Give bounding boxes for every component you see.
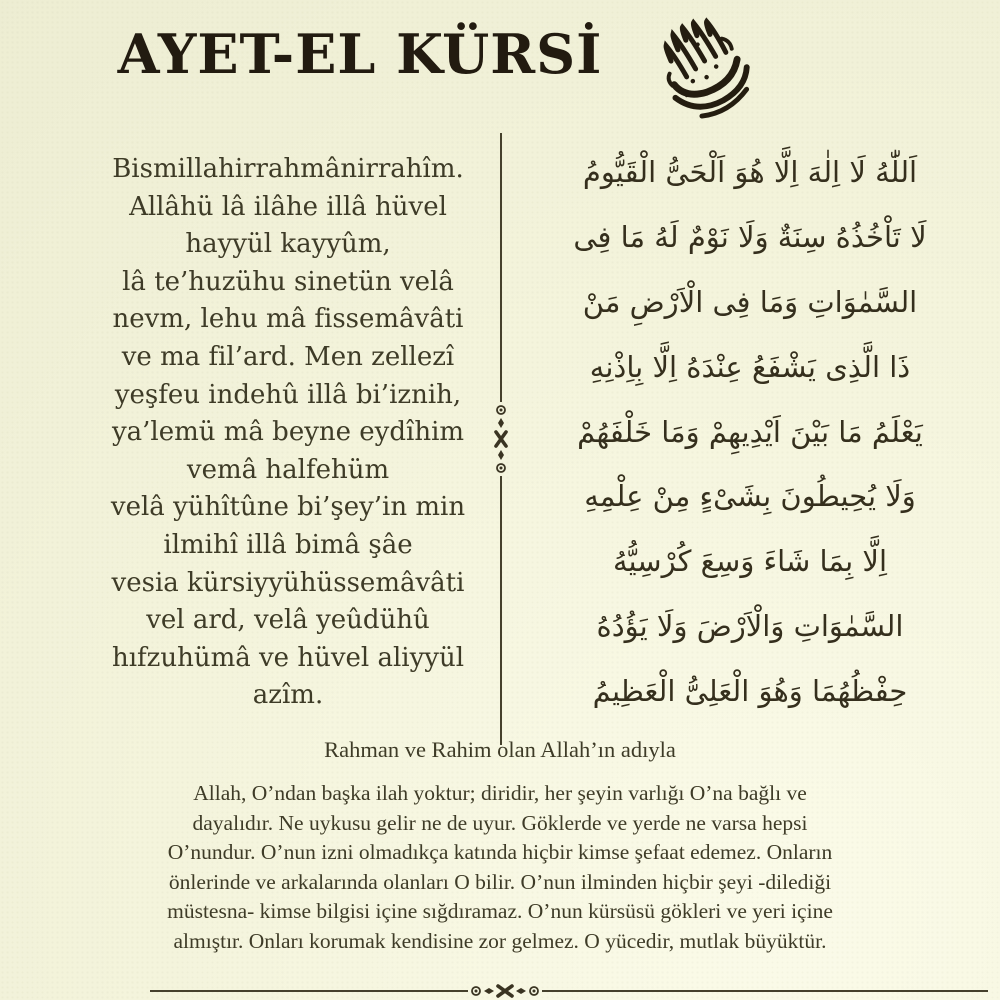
column-divider	[493, 133, 509, 745]
transliteration-line: vesia kürsiyyühüssemâvâti	[111, 567, 465, 598]
arabic-line: ذَا الَّذِى يَشْفَعُ عِنْدَهُ اِلَّا بِاِذْنِهِ	[589, 349, 911, 384]
transliteration-line: velâ yühîtûne bi’şey’in min	[110, 492, 466, 523]
arabic-line: وَلَا يُحِيطُونَ بِشَىْءٍ مِنْ عِلْمِهِ	[584, 479, 916, 514]
transliteration-line: ve ma fil’ard. Men zellezî	[121, 341, 455, 372]
divider-ornament-icon	[468, 983, 542, 999]
arabic-line: لَا تَاْخُذُهُ سِنَةٌ وَلَا نَوْمٌ لَهُ مَا فِى	[573, 220, 927, 255]
arabic-line: اِلَّا بِمَا شَاءَ وَسِعَ كُرْسِيُّهُ	[612, 544, 888, 579]
transliteration-line: hayyül kayyûm,	[185, 229, 391, 260]
transliteration-line: vel ard, velâ yeûdühû	[146, 605, 430, 636]
divider-line	[150, 990, 468, 992]
transliteration-line: yeşfeu indehû illâ bi’iznih,	[114, 379, 462, 410]
arabic-line: اَللّٰهُ لَا اِلٰهَ اِلَّا هُوَ اَلْحَىُّ الْقَيُّومُ	[582, 155, 918, 190]
transliteration-line: Bismillahirrahmânirrahîm.	[112, 154, 464, 184]
arabic-line: السَّمٰوَاتِ وَالْاَرْضَ وَلَا يَؤُدُهُ	[596, 608, 904, 643]
transliteration-line: azîm.	[252, 680, 324, 711]
page-title: AYET-EL KÜRSİ	[117, 22, 603, 86]
bismillah-translation-line: Rahman ve Rahim olan Allah’ın adıyla	[324, 737, 676, 762]
divider-line	[500, 476, 502, 745]
arabic-column	[512, 140, 988, 723]
divider-line	[542, 990, 988, 992]
transliteration-line: lâ te’huzühu sinetün velâ	[122, 266, 454, 297]
transliteration-line: Allâhü lâ ilâhe illâ hüvel	[129, 191, 447, 222]
bottom-divider	[150, 983, 988, 999]
divider-ornament-icon	[493, 402, 509, 476]
turkish-translation-paragraph: Allah, O’ndan başka ilah yoktur; diridir, her şeyin varlığı O’na bağlı ve dayalıdır. Ne uykusu gelir ne de uyur. Göklerde ve yerde ne varsa hepsi O’nundur. O’nun izni olmadıkça katında hiçbir kimse şefaat edemez. Onların önlerinde ve arkalarında olanları O bilir. O’nun ilminden hiçbir şeyi -dilediği müstesna- kimse bilgisi içine sığdıramaz. O’nun kürsüsü gökleri ve yeri içine almıştır. Onları korumak kendisine zor gelmez. O yücedir, mutlak büyüktür.	[167, 781, 833, 953]
transliteration-line: vemâ halfehüm	[186, 454, 390, 485]
arabic-line: السَّمٰوَاتِ وَمَا فِى الْاَرْضِ مَنْ	[582, 284, 918, 319]
transliteration-line: ilmihî illâ bimâ şâe	[163, 529, 413, 560]
transliteration-line: ya’lemü mâ beyne eydîhim	[111, 417, 465, 448]
divider-line	[500, 133, 502, 402]
bismillah-calligraphy-icon	[645, 14, 763, 132]
transliteration-column	[92, 151, 484, 715]
arabic-line: حِفْظُهُمَا وَهُوَ الْعَلِىُّ الْعَظِيمُ	[592, 673, 908, 708]
transliteration-line: hıfzuhümâ ve hüvel aliyyül	[111, 642, 465, 673]
transliteration-line: nevm, lehu mâ fissemâvâti	[112, 304, 464, 335]
arabic-line: يَعْلَمُ مَا بَيْنَ اَيْدِيهِمْ وَمَا خَلْفَهُمْ	[577, 414, 923, 449]
